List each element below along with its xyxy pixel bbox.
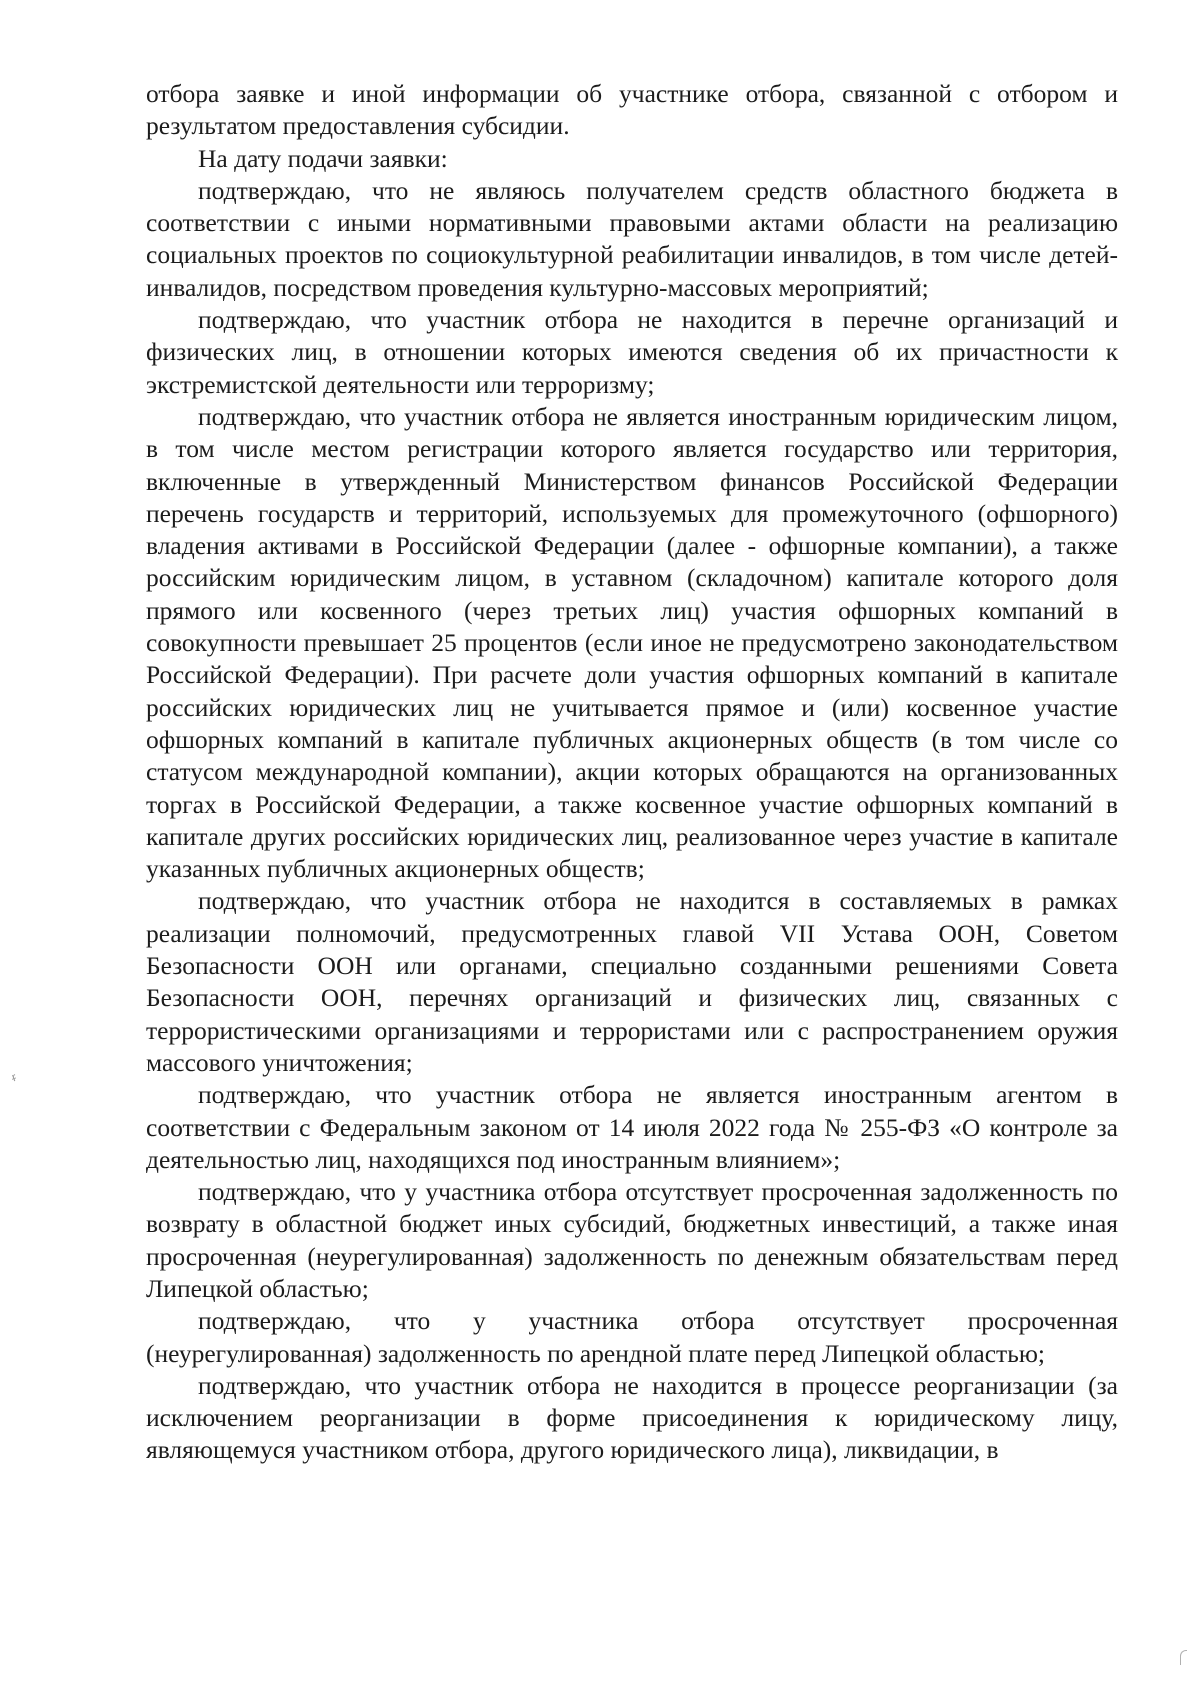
paragraph-no-overdue-debt: подтверждаю, что у участника отбора отсутствует просроченная задолженность по возврату в областной бюджет иных субсидий, бюджетных инвестиций, а также иная просроченная (неурегулированная) задолженность по денежным обязательствам перед Липецкой областью; — [146, 1177, 1118, 1303]
paragraph-not-extremist-list: подтверждаю, что участник отбора не находится в перечне организаций и физических лиц, в отношении которых имеются сведения об их причастности к экстремистской деятельности или терроризму; — [146, 305, 1118, 399]
paragraph-not-foreign-agent: подтверждаю, что участник отбора не является иностранным агентом в соответствии с Федеральным законом от 14 июля 2022 года № 255-ФЗ «О контроле за деятельностью лиц, находящихся под иностранным влиянием»; — [146, 1080, 1118, 1174]
scan-corner-artifact — [1180, 1650, 1187, 1665]
paragraph-no-rent-debt: подтверждаю, что у участника отбора отсутствует просроченная (неурегулированная) задолженность по арендной плате перед Липецкой областью; — [146, 1306, 1118, 1368]
scan-artifact-mark: ᵲ — [9, 1069, 19, 1085]
paragraph-not-un-sanctions-list: подтверждаю, что участник отбора не находится в составляемых в рамках реализации полномочий, предусмотренных главой VII Устава ООН, Советом Безопасности ООН или органами, специально созданными решениями Совета Безопасности ООН, перечнях организаций и физических лиц, связанных с террористическими организациями и террористами или с распространением оружия массового уничтожения; — [146, 886, 1118, 1077]
paragraph-continuation: отбора заявке и иной информации об участнике отбора, связанной с отбором и результатом предоставления субсидии. — [146, 79, 1118, 141]
paragraph-not-budget-recipient: подтверждаю, что не являюсь получателем средств областного бюджета в соответствии с иными нормативными правовыми актами области на реализацию социальных проектов по социокультурной реабилитации инвалидов, в том числе детей-инвалидов, посредством проведения культурно-массовых мероприятий; — [146, 175, 1118, 302]
paragraph-application-date: На дату подачи заявки: — [198, 143, 448, 173]
paragraph-not-offshore: подтверждаю, что участник отбора не является иностранным юридическим лицом, в том числе местом регистрации которого является государство или территория, включенные в утвержденный Министерством финансов Российской Федерации перечень государств и территорий, используемых для промежуточного (офшорного) владения активами в Российской Федерации (далее - офшорные компании), а также российским юридическим лицом, в уставном (складочном) капитале которого доля прямого или косвенного (через третьих лиц) участия офшорных компаний в совокупности превышает 25 процентов (если иное не предусмотрено законодательством Российской Федерации). При расчете доли участия офшорных компаний в капитале российских юридических лиц не учитывается прямое и (или) косвенное участие офшорных компаний в капитале публичных акционерных обществ (в том числе со статусом международной компании), акции которых обращаются на организованных торгах в Российской Федерации, а также косвенное участие офшорных компаний в капитале других российских юридических лиц, реализованное через участие в капитале указанных публичных акционерных обществ; — [146, 401, 1118, 884]
paragraph-not-reorganization: подтверждаю, что участник отбора не находится в процессе реорганизации (за исключением реорганизации в форме присоединения к юридическому лицу, являющемуся участником отбора, другого юридического лица), ликвидации, в — [146, 1370, 1118, 1465]
document-body — [146, 78, 1118, 1467]
